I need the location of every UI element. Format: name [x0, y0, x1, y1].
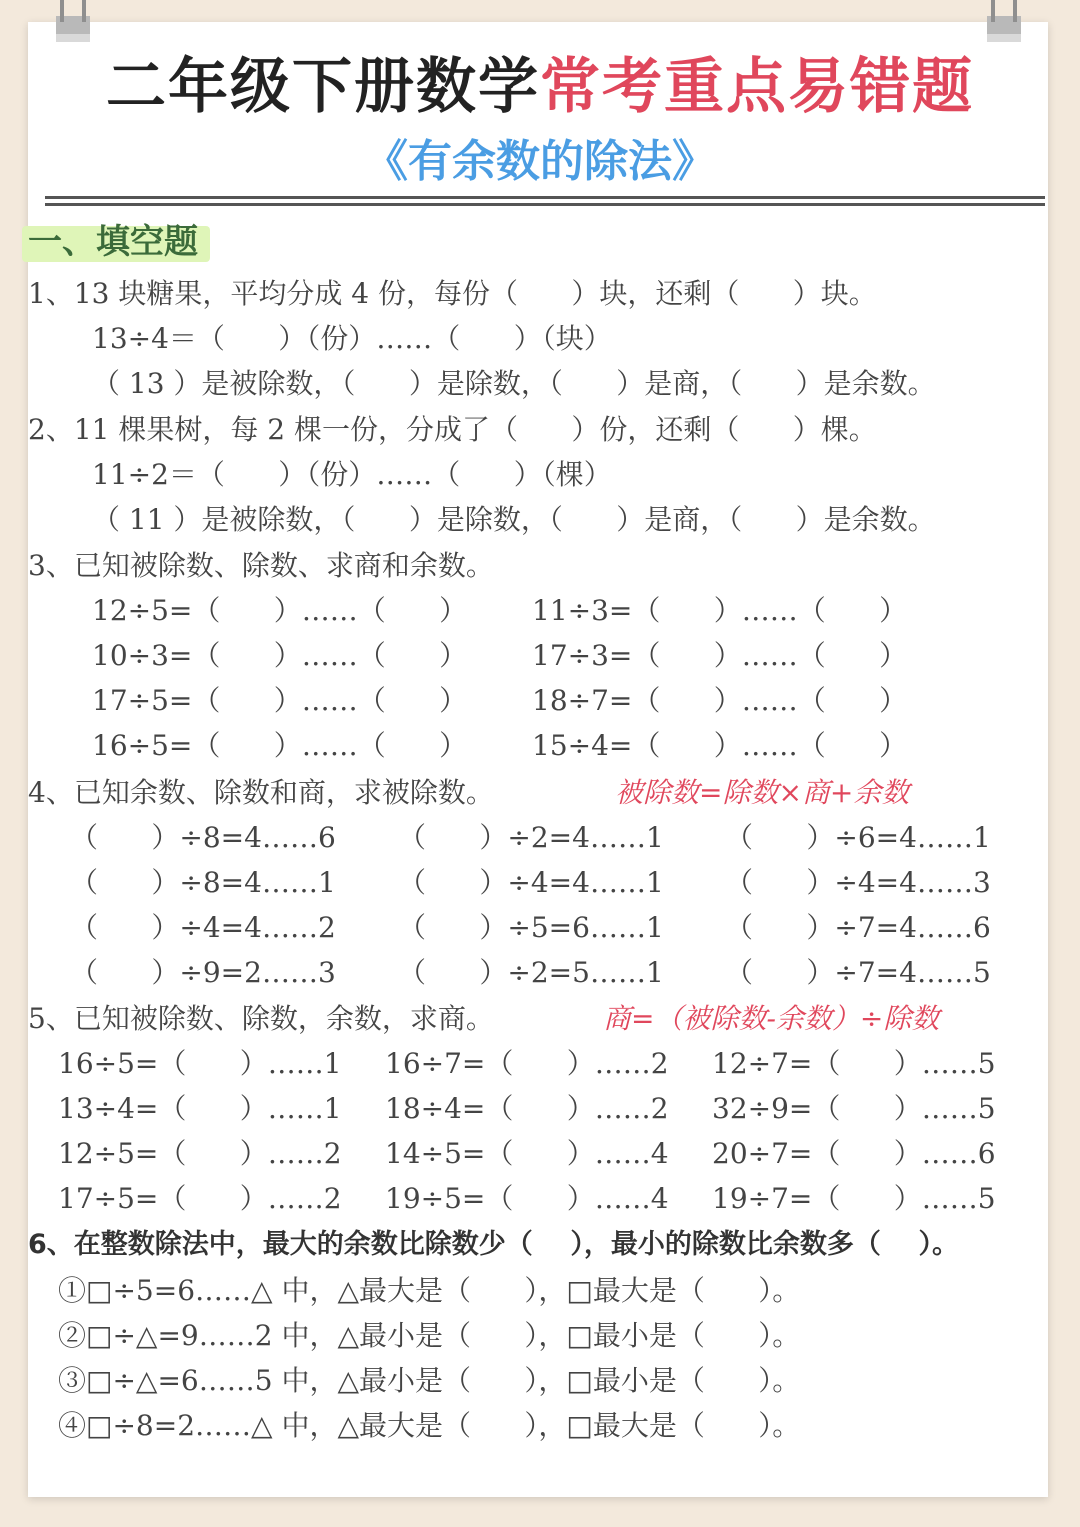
- q4-item: （ ）÷8=4……1: [70, 866, 336, 899]
- q2-equation: 11÷2＝（ ）（份）……（ ）（棵）: [92, 458, 612, 491]
- title-part-black: 二年级下册数学: [106, 52, 540, 122]
- page-subtitle: 《有余数的除法》: [364, 136, 716, 187]
- q6-item: ②□÷△=9……2 中，△最小是（ ），□最小是（ ）。: [58, 1319, 801, 1352]
- page-title: [0, 52, 1080, 122]
- q6-heading: 6、在整数除法中，最大的余数比除数少（ ），最小的除数比余数多（ ）。: [28, 1229, 959, 1260]
- q4-item: （ ）÷4=4……2: [70, 911, 336, 944]
- q4-item: （ ）÷8=4……6: [70, 821, 336, 854]
- q5-item: 19÷5=（ ）……4: [385, 1182, 669, 1215]
- q5-item: 17÷5=（ ）……2: [58, 1182, 342, 1215]
- q3-item: 10÷3=（ ）……（ ）: [92, 639, 468, 672]
- q3-item: 11÷3=（ ）……（ ）: [532, 594, 908, 627]
- q3-heading: 3、已知被除数、除数、求商和余数。: [28, 549, 494, 582]
- divider-line: [45, 196, 1045, 199]
- q4-item: （ ）÷7=4……5: [725, 956, 991, 989]
- q5-item: 12÷7=（ ）……5: [712, 1047, 996, 1080]
- q5-formula-note: 商=（被除数-余数）÷除数: [603, 1002, 940, 1035]
- q3-item: 16÷5=（ ）……（ ）: [92, 729, 468, 762]
- q5-item: 16÷7=（ ）……2: [385, 1047, 669, 1080]
- q3-item: 15÷4=（ ）……（ ）: [532, 729, 908, 762]
- q1-terms: （ 13 ）是被除数，（ ）是除数，（ ）是商，（ ）是余数。: [92, 367, 936, 400]
- q5-item: 18÷4=（ ）……2: [385, 1092, 669, 1125]
- q5-item: 32÷9=（ ）……5: [712, 1092, 996, 1125]
- q4-item: （ ）÷2=4……1: [398, 821, 664, 854]
- q6-item: ③□÷△=6……5 中，△最小是（ ），□最小是（ ）。: [58, 1364, 801, 1397]
- q4-item: （ ）÷5=6……1: [398, 911, 664, 944]
- q3-item: 17÷3=（ ）……（ ）: [532, 639, 908, 672]
- q5-item: 16÷5=（ ）……1: [58, 1047, 342, 1080]
- q3-item: 18÷7=（ ）……（ ）: [532, 684, 908, 717]
- q4-item: （ ）÷2=5……1: [398, 956, 664, 989]
- q2-question: 2、11 棵果树，每 2 棵一份，分成了（ ）份，还剩（ ）棵。: [28, 413, 877, 446]
- binder-clip-icon: [983, 0, 1025, 44]
- q2-terms: （ 11 ）是被除数，（ ）是除数，（ ）是商，（ ）是余数。: [92, 503, 936, 536]
- q4-item: （ ）÷6=4……1: [725, 821, 991, 854]
- q1-question: 1、13 块糖果，平均分成 4 份，每份（ ）块，还剩（ ）块。: [28, 277, 877, 310]
- q4-heading: 4、已知余数、除数和商，求被除数。: [28, 776, 494, 809]
- q6-item: ①□÷5=6……△ 中，△最大是（ ），□最大是（ ）。: [58, 1274, 801, 1307]
- q4-item: （ ）÷4=4……1: [398, 866, 664, 899]
- q5-item: 13÷4=（ ）……1: [58, 1092, 342, 1125]
- q3-item: 12÷5=（ ）……（ ）: [92, 594, 468, 627]
- q6-item: ④□÷8=2……△ 中，△最大是（ ），□最大是（ ）。: [58, 1409, 801, 1442]
- section-heading: 一、填空题: [28, 220, 198, 264]
- q5-heading: 5、已知被除数、除数，余数，求商。: [28, 1002, 494, 1035]
- q4-item: （ ）÷4=4……3: [725, 866, 991, 899]
- q5-item: 14÷5=（ ）……4: [385, 1137, 669, 1170]
- q5-item: 12÷5=（ ）……2: [58, 1137, 342, 1170]
- q5-item: 19÷7=（ ）……5: [712, 1182, 996, 1215]
- q3-item: 17÷5=（ ）……（ ）: [92, 684, 468, 717]
- q4-item: （ ）÷9=2……3: [70, 956, 336, 989]
- divider-line: [45, 203, 1045, 206]
- q4-formula-note: 被除数=除数×商+余数: [615, 776, 910, 809]
- q4-item: （ ）÷7=4……6: [725, 911, 991, 944]
- q1-equation: 13÷4＝（ ）（份）……（ ）（块）: [92, 322, 612, 355]
- binder-clip-icon: [52, 0, 94, 44]
- title-part-red: 常考重点易错题: [540, 52, 974, 122]
- q5-item: 20÷7=（ ）……6: [712, 1137, 996, 1170]
